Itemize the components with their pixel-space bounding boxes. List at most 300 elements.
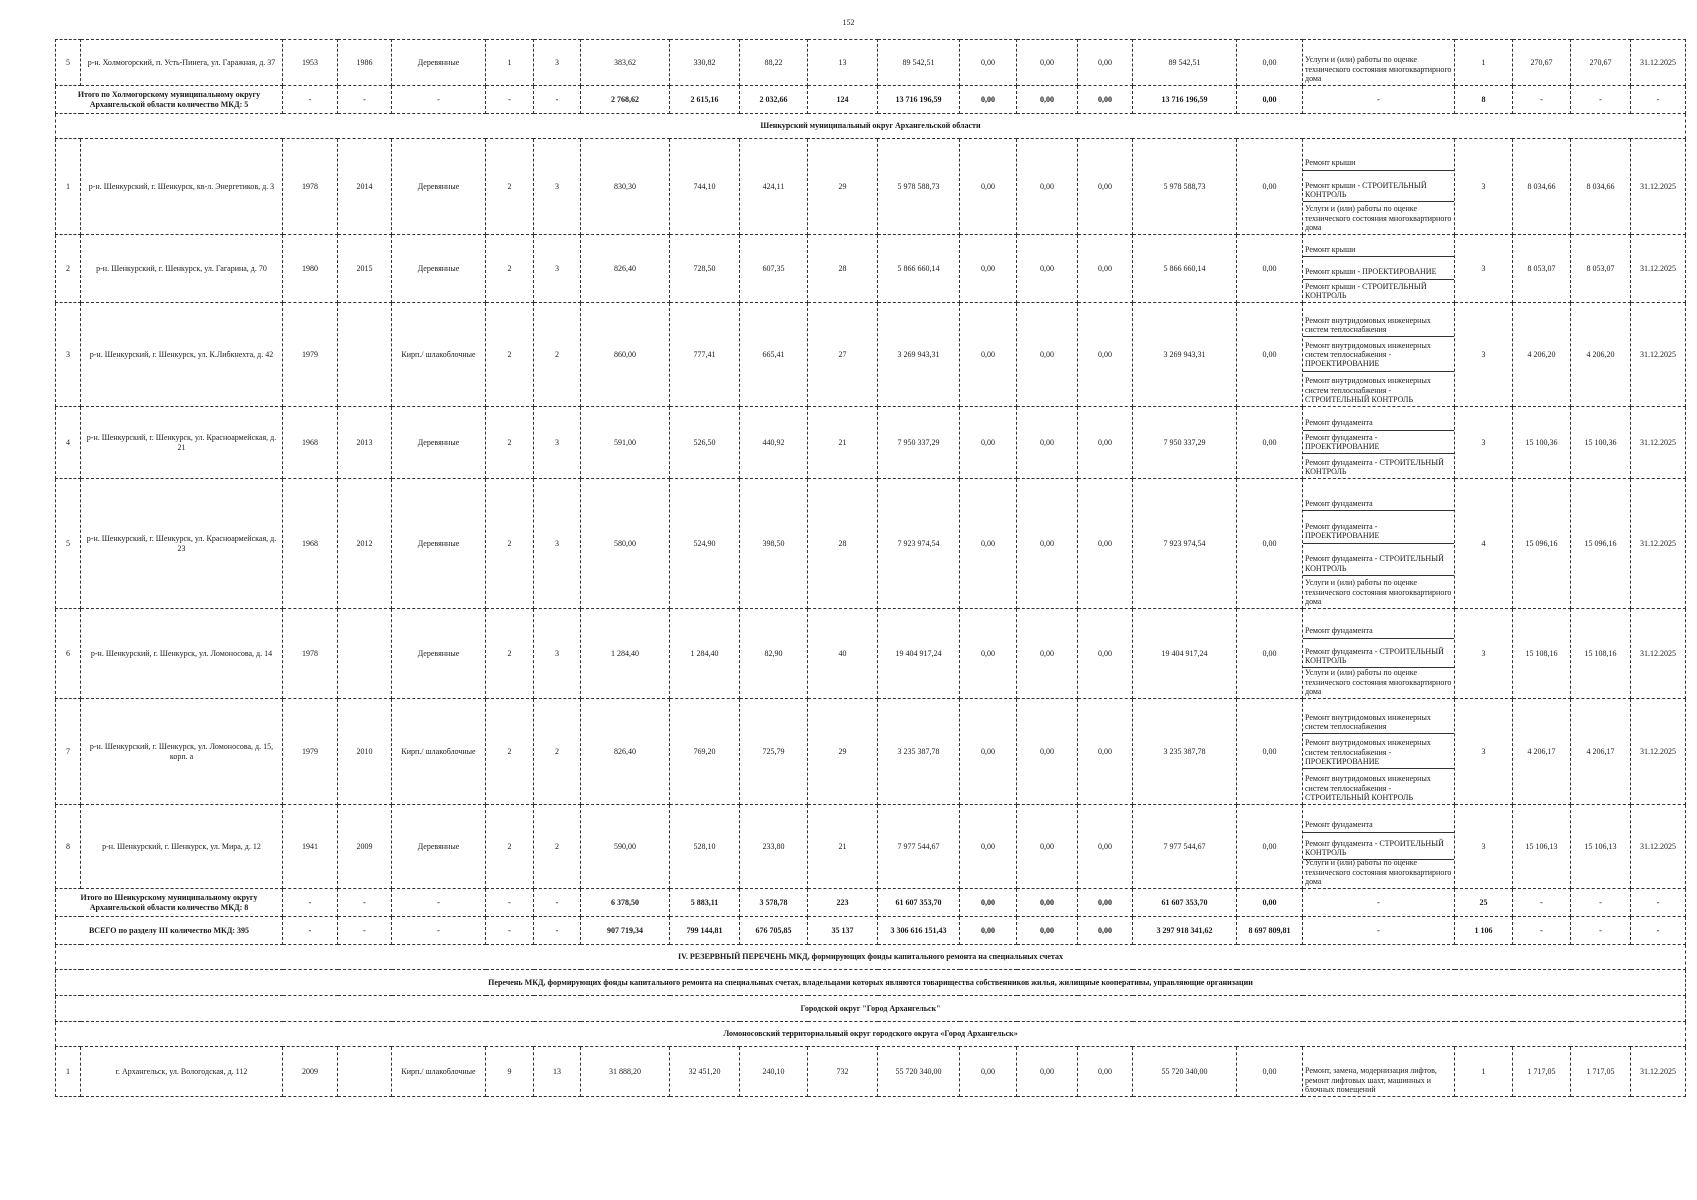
cell-c5: 5 978 588,73 (1133, 139, 1237, 235)
cell-y2: 2012 (338, 479, 392, 609)
cell-c3: 0,00 (1017, 303, 1078, 407)
cell-c6: 0,00 (1237, 1047, 1303, 1097)
work-item: Ремонт внутридомовых инженерных систем теплоснабжения - СТРОИТЕЛЬНЫЙ КОНТРОЛЬ (1305, 774, 1431, 802)
work-item: Услуги и (или) работы по оценке технического состояния многоквартирного дома (1305, 858, 1452, 886)
cell-c3: 0,00 (1017, 699, 1078, 805)
cell-c4: 0,00 (1078, 139, 1133, 235)
cell-u1: 4 206,17 (1513, 699, 1571, 805)
work-item: Ремонт фундамента - СТРОИТЕЛЬНЫЙ КОНТРОЛЬ (1303, 833, 1454, 861)
cell-a1: 2 768,62 (581, 86, 670, 114)
cell-y2: - (338, 86, 392, 114)
cell-c1: 5 978 588,73 (878, 139, 960, 235)
works-list (1303, 1047, 1455, 1097)
row-number: 1 (56, 139, 81, 235)
cell-nw: 1 (1455, 1047, 1513, 1097)
works-list (1303, 235, 1455, 303)
cell-date: 31.12.2025 (1631, 235, 1686, 303)
works-list (1303, 609, 1455, 699)
section-title: IV. РЕЗЕРВНЫЙ ПЕРЕЧЕНЬ МКД, формирующих фонды капитального ремонта на специальных счетах (56, 945, 1686, 970)
cell-a3: 607,35 (740, 235, 808, 303)
cell-res: 29 (808, 699, 878, 805)
cell-c4: 0,00 (1078, 1047, 1133, 1097)
table-row (56, 699, 1686, 805)
cell-a1: 1 284,40 (581, 609, 670, 699)
cell-res: 28 (808, 235, 878, 303)
work-item: Ремонт фундамента (1303, 805, 1454, 833)
cell-fl1: 2 (486, 303, 534, 407)
cell-u1: 15 106,13 (1513, 805, 1571, 889)
cell-a2: 5 883,11 (670, 889, 740, 917)
cell-res: 21 (808, 805, 878, 889)
cell-c3: 0,00 (1017, 235, 1078, 303)
cell-c6: 0,00 (1237, 407, 1303, 479)
cell-u1: 15 100,36 (1513, 407, 1571, 479)
cell-u1: 15 096,16 (1513, 479, 1571, 609)
cell-a1: 826,40 (581, 235, 670, 303)
cell-a1: 907 719,34 (581, 917, 670, 945)
section-header-row (56, 996, 1686, 1022)
work-item: Ремонт крыши - СТРОИТЕЛЬНЫЙ КОНТРОЛЬ (1305, 281, 1427, 300)
cell-mat: Деревянные (392, 407, 486, 479)
cell-u1: 270,67 (1513, 40, 1571, 86)
work-item: Ремонт внутридомовых инженерных систем теплоснабжения (1303, 303, 1454, 337)
section-header-row (56, 970, 1686, 996)
cell-y1: 1978 (283, 609, 338, 699)
cell-c6: 0,00 (1237, 479, 1303, 609)
cell-fl1: 1 (486, 40, 534, 86)
cell-c4: 0,00 (1078, 699, 1133, 805)
cell-y2: 2013 (338, 407, 392, 479)
row-number: 6 (56, 609, 81, 699)
cell-a2: 744,10 (670, 139, 740, 235)
cell-c2: 0,00 (960, 86, 1017, 114)
cell-c6: 0,00 (1237, 40, 1303, 86)
cell-a2: 524,90 (670, 479, 740, 609)
cell-works: - (1303, 86, 1455, 114)
cell-fl2: 3 (534, 139, 581, 235)
cell-date: 31.12.2025 (1631, 407, 1686, 479)
cell-c1: 7 950 337,29 (878, 407, 960, 479)
cell-fl1: 2 (486, 699, 534, 805)
cell-a1: 590,00 (581, 805, 670, 889)
cell-c5: 7 977 544,67 (1133, 805, 1237, 889)
cell-u1: 8 034,66 (1513, 139, 1571, 235)
section-title: Шенкурский муниципальный округ Архангельской области (56, 114, 1686, 139)
row-number: 5 (56, 479, 81, 609)
cell-a3: 240,10 (740, 1047, 808, 1097)
cell-nw: 3 (1455, 303, 1513, 407)
work-item: Ремонт фундамента - СТРОИТЕЛЬНЫЙ КОНТРОЛЬ (1305, 457, 1444, 476)
row-number: 7 (56, 699, 81, 805)
section-header-row (56, 945, 1686, 970)
cell-a3: 3 578,78 (740, 889, 808, 917)
table-row (56, 303, 1686, 407)
cell-y2: 2009 (338, 805, 392, 889)
cell-res: 40 (808, 609, 878, 699)
cell-a2: 2 615,16 (670, 86, 740, 114)
works-list (1303, 699, 1455, 805)
cell-c5: 19 404 917,24 (1133, 609, 1237, 699)
cell-c2: 0,00 (960, 139, 1017, 235)
cell-c2: 0,00 (960, 1047, 1017, 1097)
cell-y2 (338, 1047, 392, 1097)
work-item: Услуги и (или) работы по оценке технического состояния многоквартирного дома (1305, 204, 1452, 232)
cell-mat: - (392, 86, 486, 114)
work-item: Ремонт фундамента (1303, 479, 1454, 511)
cell-y1: 1953 (283, 40, 338, 86)
cell-a2: 32 451,20 (670, 1047, 740, 1097)
cell-c1: 3 235 387,78 (878, 699, 960, 805)
cell-fl2: 3 (534, 407, 581, 479)
cell-mat: Деревянные (392, 40, 486, 86)
cell-a1: 591,00 (581, 407, 670, 479)
section-title: Перечень МКД, формирующих фонды капитального ремонта на специальных счетах, владельцами которых являются товарищества собственников жилья, жилищные кооперативы, управляющие организации (56, 970, 1686, 996)
cell-u2: 8 034,66 (1571, 139, 1631, 235)
cell-y2: 2010 (338, 699, 392, 805)
cell-a1: 580,00 (581, 479, 670, 609)
cell-y1: 1968 (283, 479, 338, 609)
cell-u2: 8 053,07 (1571, 235, 1631, 303)
address-cell: г. Архангельск, ул. Вологодская, д. 112 (81, 1047, 283, 1097)
cell-c2: 0,00 (960, 917, 1017, 945)
cell-nw: 8 (1455, 86, 1513, 114)
cell-a2: 526,50 (670, 407, 740, 479)
cell-fl2: - (534, 86, 581, 114)
cell-c1: 5 866 660,14 (878, 235, 960, 303)
cell-res: 124 (808, 86, 878, 114)
cell-u2: - (1571, 889, 1631, 917)
section-title: Ломоносовский территориальный округ городского округа «Город Архангельск» (56, 1022, 1686, 1047)
cell-c3: 0,00 (1017, 139, 1078, 235)
cell-c2: 0,00 (960, 889, 1017, 917)
work-item: Ремонт фундамента - СТРОИТЕЛЬНЫЙ КОНТРОЛЬ (1303, 639, 1454, 669)
cell-u2: - (1571, 86, 1631, 114)
cell-fl1: 2 (486, 805, 534, 889)
cell-date: - (1631, 917, 1686, 945)
cell-c2: 0,00 (960, 303, 1017, 407)
cell-fl1: 9 (486, 1047, 534, 1097)
cell-date: 31.12.2025 (1631, 479, 1686, 609)
work-item: Ремонт фундамента - ПРОЕКТИРОВАНИЕ (1303, 431, 1454, 455)
table-row (56, 805, 1686, 889)
cell-c5: 3 269 943,31 (1133, 303, 1237, 407)
cell-fl1: 2 (486, 609, 534, 699)
cell-c5: 55 720 340,00 (1133, 1047, 1237, 1097)
total-row (56, 889, 1686, 917)
cell-y1: 1979 (283, 303, 338, 407)
cell-nw: 3 (1455, 407, 1513, 479)
cell-c5: 61 607 353,70 (1133, 889, 1237, 917)
cell-res: 223 (808, 889, 878, 917)
cell-c3: 0,00 (1017, 40, 1078, 86)
cell-c4: 0,00 (1078, 917, 1133, 945)
total-row (56, 86, 1686, 114)
work-item: Ремонт фундамента - СТРОИТЕЛЬНЫЙ КОНТРОЛЬ (1303, 544, 1454, 576)
cell-nw: 4 (1455, 479, 1513, 609)
cell-a3: 424,11 (740, 139, 808, 235)
cell-c4: 0,00 (1078, 609, 1133, 699)
cell-nw: 3 (1455, 699, 1513, 805)
cell-u1: 8 053,07 (1513, 235, 1571, 303)
cell-res: 13 (808, 40, 878, 86)
cell-mat: Деревянные (392, 609, 486, 699)
cell-fl1: - (486, 889, 534, 917)
cell-c3: 0,00 (1017, 407, 1078, 479)
work-item: Ремонт внутридомовых инженерных систем теплоснабжения - СТРОИТЕЛЬНЫЙ КОНТРОЛЬ (1305, 376, 1431, 404)
cell-c1: 89 542,51 (878, 40, 960, 86)
cell-mat: Деревянные (392, 805, 486, 889)
cell-date: 31.12.2025 (1631, 139, 1686, 235)
cell-fl2: 3 (534, 40, 581, 86)
cell-a3: 440,92 (740, 407, 808, 479)
cell-res: 35 137 (808, 917, 878, 945)
cell-c6: 0,00 (1237, 139, 1303, 235)
cell-c6: 0,00 (1237, 699, 1303, 805)
cell-a1: 860,00 (581, 303, 670, 407)
work-item: Ремонт крыши - СТРОИТЕЛЬНЫЙ КОНТРОЛЬ (1303, 171, 1454, 203)
work-item: Услуги и (или) работы по оценке технического состояния многоквартирного дома (1305, 578, 1452, 606)
address-cell: р-н. Шенкурский, г. Шенкурск, ул. Гагарина, д. 70 (81, 235, 283, 303)
cell-fl1: 2 (486, 407, 534, 479)
cell-c6: 0,00 (1237, 609, 1303, 699)
cell-mat: Кирп./ шлакоблочные (392, 699, 486, 805)
cell-c2: 0,00 (960, 699, 1017, 805)
cell-c6: 0,00 (1237, 889, 1303, 917)
cell-y2 (338, 609, 392, 699)
address-cell: р-н. Шенкурский, г. Шенкурск, ул. Красноармейская, д. 23 (81, 479, 283, 609)
work-item: Ремонт внутридомовых инженерных систем теплоснабжения (1303, 699, 1454, 734)
cell-fl2: 2 (534, 699, 581, 805)
cell-mat: Деревянные (392, 479, 486, 609)
work-item: Услуги и (или) работы по оценке технического состояния многоквартирного дома (1305, 55, 1452, 83)
cell-mat: - (392, 917, 486, 945)
cell-fl2: 3 (534, 235, 581, 303)
cell-date: 31.12.2025 (1631, 699, 1686, 805)
cell-u2: 270,67 (1571, 40, 1631, 86)
section-header-row (56, 114, 1686, 139)
cell-a2: 799 144,81 (670, 917, 740, 945)
cell-c4: 0,00 (1078, 479, 1133, 609)
cell-a1: 6 378,50 (581, 889, 670, 917)
cell-y2: - (338, 889, 392, 917)
cell-mat: - (392, 889, 486, 917)
cell-y1: 1941 (283, 805, 338, 889)
cell-nw: 1 106 (1455, 917, 1513, 945)
cell-u1: - (1513, 917, 1571, 945)
work-item: Ремонт фундамента - ПРОЕКТИРОВАНИЕ (1303, 511, 1454, 543)
cell-fl2: 3 (534, 479, 581, 609)
address-cell: р-н. Холмогорский, п. Усть-Пинега, ул. Гаражная, д. 37 (81, 40, 283, 86)
table-row (56, 609, 1686, 699)
cell-u1: - (1513, 889, 1571, 917)
cell-res: 29 (808, 139, 878, 235)
cell-c4: 0,00 (1078, 805, 1133, 889)
cell-c1: 19 404 917,24 (878, 609, 960, 699)
cell-fl2: - (534, 889, 581, 917)
works-list (1303, 139, 1455, 235)
cell-c6: 0,00 (1237, 235, 1303, 303)
cell-c6: 8 697 809,81 (1237, 917, 1303, 945)
cell-c1: 13 716 196,59 (878, 86, 960, 114)
cell-y2: 2014 (338, 139, 392, 235)
works-list (1303, 40, 1455, 86)
cell-u2: 4 206,17 (1571, 699, 1631, 805)
works-list (1303, 805, 1455, 889)
cell-u1: 4 206,20 (1513, 303, 1571, 407)
cell-a3: 725,79 (740, 699, 808, 805)
address-cell: р-н. Шенкурский, г. Шенкурск, ул. Ломоносова, д. 15, корп. а (81, 699, 283, 805)
cell-c1: 3 269 943,31 (878, 303, 960, 407)
cell-a2: 528,10 (670, 805, 740, 889)
cell-fl1: - (486, 917, 534, 945)
cell-u2: 15 100,36 (1571, 407, 1631, 479)
work-item: Услуги и (или) работы по оценке технического состояния многоквартирного дома (1305, 668, 1452, 696)
cell-c6: 0,00 (1237, 86, 1303, 114)
cell-u2: 1 717,05 (1571, 1047, 1631, 1097)
work-item: Ремонт внутридомовых инженерных систем теплоснабжения - ПРОЕКТИРОВАНИЕ (1303, 734, 1454, 769)
cell-y1: 1980 (283, 235, 338, 303)
cell-works: - (1303, 889, 1455, 917)
cell-nw: 3 (1455, 139, 1513, 235)
cell-a3: 676 705,85 (740, 917, 808, 945)
cell-y1: - (283, 917, 338, 945)
cell-a1: 826,40 (581, 699, 670, 805)
work-item: Ремонт крыши (1303, 139, 1454, 171)
cell-a1: 31 888,20 (581, 1047, 670, 1097)
cell-mat: Кирп./ шлакоблочные (392, 303, 486, 407)
cell-u2: 15 096,16 (1571, 479, 1631, 609)
cell-a2: 1 284,40 (670, 609, 740, 699)
table-row (56, 1047, 1686, 1097)
cell-a3: 82,90 (740, 609, 808, 699)
row-number: 5 (56, 40, 81, 86)
cell-a3: 398,50 (740, 479, 808, 609)
cell-u2: 15 106,13 (1571, 805, 1631, 889)
cell-a3: 2 032,66 (740, 86, 808, 114)
works-list (1303, 407, 1455, 479)
cell-mat: Деревянные (392, 139, 486, 235)
cell-c1: 7 923 974,54 (878, 479, 960, 609)
cell-a1: 830,30 (581, 139, 670, 235)
cell-a2: 777,41 (670, 303, 740, 407)
cell-y1: 2009 (283, 1047, 338, 1097)
work-item: Ремонт крыши - ПРОЕКТИРОВАНИЕ (1303, 257, 1454, 279)
cell-u2: - (1571, 917, 1631, 945)
cell-works: - (1303, 917, 1455, 945)
cell-c4: 0,00 (1078, 40, 1133, 86)
cell-y1: - (283, 889, 338, 917)
cell-date: 31.12.2025 (1631, 303, 1686, 407)
cell-c2: 0,00 (960, 40, 1017, 86)
cell-c3: 0,00 (1017, 479, 1078, 609)
cell-c4: 0,00 (1078, 86, 1133, 114)
row-number: 3 (56, 303, 81, 407)
cell-c5: 13 716 196,59 (1133, 86, 1237, 114)
cell-c3: 0,00 (1017, 917, 1078, 945)
cell-fl1: 2 (486, 139, 534, 235)
cell-nw: 3 (1455, 609, 1513, 699)
total-label: ВСЕГО по разделу III количество МКД: 395 (56, 917, 283, 945)
table-row (56, 40, 1686, 86)
cell-a1: 383,62 (581, 40, 670, 86)
cell-c5: 7 923 974,54 (1133, 479, 1237, 609)
cell-date: - (1631, 889, 1686, 917)
cell-date: 31.12.2025 (1631, 1047, 1686, 1097)
cell-nw: 25 (1455, 889, 1513, 917)
cell-c2: 0,00 (960, 407, 1017, 479)
table-row (56, 139, 1686, 235)
cell-date: 31.12.2025 (1631, 805, 1686, 889)
work-item: Ремонт крыши (1303, 235, 1454, 257)
cell-y2: 1986 (338, 40, 392, 86)
work-item: Ремонт, замена, модернизация лифтов, ремонт лифтовых шахт, машинных и блочных помещений (1305, 1066, 1437, 1094)
total-label: Итого по Шенкурскому муниципальному округу Архангельской области количество МКД: 8 (56, 889, 283, 917)
cell-c4: 0,00 (1078, 235, 1133, 303)
cell-c1: 7 977 544,67 (878, 805, 960, 889)
works-list (1303, 303, 1455, 407)
cell-u1: - (1513, 86, 1571, 114)
cell-fl2: 13 (534, 1047, 581, 1097)
cell-u2: 15 108,16 (1571, 609, 1631, 699)
cell-mat: Кирп./ шлакоблочные (392, 1047, 486, 1097)
cell-a3: 88,22 (740, 40, 808, 86)
cell-c1: 61 607 353,70 (878, 889, 960, 917)
cell-c5: 3 235 387,78 (1133, 699, 1237, 805)
cell-u1: 15 108,16 (1513, 609, 1571, 699)
row-number: 4 (56, 407, 81, 479)
cell-fl2: 3 (534, 609, 581, 699)
cell-c3: 0,00 (1017, 889, 1078, 917)
cell-date: 31.12.2025 (1631, 609, 1686, 699)
total-row (56, 917, 1686, 945)
cell-c1: 55 720 340,00 (878, 1047, 960, 1097)
cell-y1: 1979 (283, 699, 338, 805)
cell-fl1: 2 (486, 235, 534, 303)
cell-c2: 0,00 (960, 479, 1017, 609)
cell-c5: 3 297 918 341,62 (1133, 917, 1237, 945)
cell-a3: 665,41 (740, 303, 808, 407)
cell-fl2: 2 (534, 805, 581, 889)
cell-y1: 1968 (283, 407, 338, 479)
work-item: Ремонт внутридомовых инженерных систем теплоснабжения - ПРОЕКТИРОВАНИЕ (1303, 337, 1454, 371)
cell-a2: 728,50 (670, 235, 740, 303)
row-number: 2 (56, 235, 81, 303)
cell-c4: 0,00 (1078, 407, 1133, 479)
section-header-row (56, 1022, 1686, 1047)
address-cell: р-н. Шенкурский, г. Шенкурск, ул. Ломоносова, д. 14 (81, 609, 283, 699)
works-list (1303, 479, 1455, 609)
cell-a3: 233,80 (740, 805, 808, 889)
cell-c2: 0,00 (960, 609, 1017, 699)
cell-c1: 3 306 616 151,43 (878, 917, 960, 945)
address-cell: р-н. Шенкурский, г. Шенкурск, ул. Красноармейская, д. 21 (81, 407, 283, 479)
cell-nw: 3 (1455, 805, 1513, 889)
cell-c4: 0,00 (1078, 889, 1133, 917)
work-item: Ремонт фундамента (1303, 609, 1454, 639)
address-cell: р-н. Шенкурский, г. Шенкурск, ул. Мира, д. 12 (81, 805, 283, 889)
work-item: Ремонт фундамента (1303, 407, 1454, 431)
cell-c5: 5 866 660,14 (1133, 235, 1237, 303)
cell-a2: 330,82 (670, 40, 740, 86)
cell-res: 28 (808, 479, 878, 609)
cell-fl2: 2 (534, 303, 581, 407)
cell-c6: 0,00 (1237, 805, 1303, 889)
cell-u1: 1 717,05 (1513, 1047, 1571, 1097)
cell-c3: 0,00 (1017, 609, 1078, 699)
cell-fl1: 2 (486, 479, 534, 609)
cell-c5: 7 950 337,29 (1133, 407, 1237, 479)
cell-fl1: - (486, 86, 534, 114)
